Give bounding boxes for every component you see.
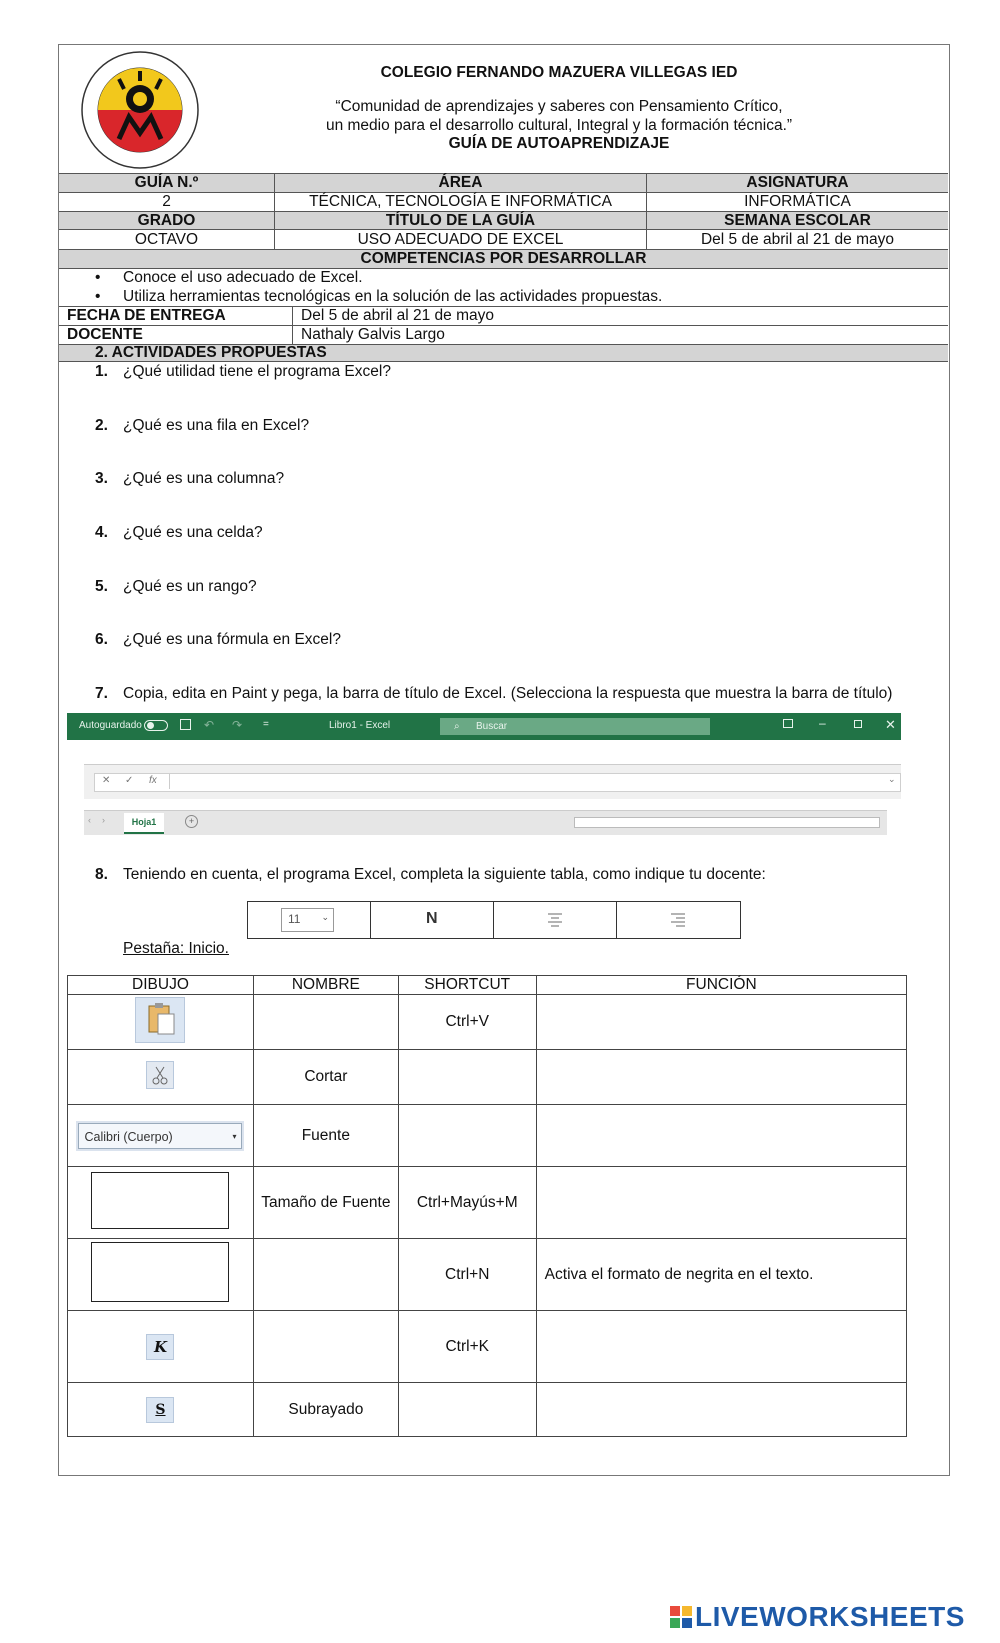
nombre-cell[interactable] <box>253 1311 398 1383</box>
dibujo-cell <box>68 995 254 1050</box>
docente-label: DOCENTE <box>59 326 293 344</box>
worksheet <box>58 44 950 1476</box>
asignatura-header: ASIGNATURA <box>746 174 849 191</box>
document-title: GUÍA DE AUTOAPRENDIZAJE <box>448 135 670 152</box>
info-value-row-1 <box>59 192 948 211</box>
autosave-label: Autoguardado <box>79 720 142 731</box>
table-row <box>68 995 907 1050</box>
guia-value: 2 <box>59 193 275 211</box>
table-header-row <box>68 976 907 995</box>
question-6: 6. ¿Qué es una fórmula en Excel? <box>95 631 341 648</box>
liveworksheets-logo-icon <box>670 1606 692 1628</box>
restore-icon[interactable] <box>854 720 862 728</box>
shortcut-cell[interactable]: Ctrl+V <box>398 995 536 1050</box>
table-row <box>68 1167 907 1239</box>
chevron-down-icon: ⌄ <box>321 912 329 922</box>
underline-icon: S <box>146 1397 174 1423</box>
customize-qat-icon[interactable]: = <box>263 719 269 730</box>
dibujo-cell <box>68 1239 254 1311</box>
header-shortcut: SHORTCUT <box>398 976 536 995</box>
window-title: Libro1 - Excel <box>329 720 391 731</box>
motto-line-1: “Comunidad de aprendizajes y saberes con Pensamiento Crítico, <box>335 98 783 115</box>
competencia-item: • Utiliza herramientas tecnológicas en la solución de las actividades propuestas. <box>95 288 663 305</box>
shortcut-cell[interactable] <box>398 1050 536 1105</box>
header-nombre: NOMBRE <box>253 976 398 995</box>
autosave-toggle[interactable] <box>144 720 168 731</box>
shortcut-table <box>67 975 907 1437</box>
asignatura-value: INFORMÁTICA <box>744 193 851 210</box>
area-header: ÁREA <box>275 174 647 192</box>
funcion-cell[interactable]: Activa el formato de negrita en el texto. <box>536 1239 906 1311</box>
question-1: 1. ¿Qué utilidad tiene el programa Excel? <box>95 363 391 380</box>
confirm-icon[interactable]: ✓ <box>125 775 134 786</box>
dibujo-cell <box>68 1105 254 1167</box>
close-icon[interactable]: ✕ <box>885 717 896 732</box>
header-funcion: FUNCIÓN <box>536 976 906 995</box>
area-value: TÉCNICA, TECNOLOGÍA E INFORMÁTICA <box>275 193 647 211</box>
funcion-cell[interactable] <box>536 1383 906 1437</box>
header-dibujo: DIBUJO <box>68 976 254 995</box>
document-header <box>59 45 948 173</box>
funcion-cell[interactable] <box>536 1167 906 1239</box>
sheet-tab-bar <box>84 810 887 835</box>
add-sheet-icon[interactable]: + <box>185 815 198 828</box>
toolbar-reference-table <box>247 901 741 939</box>
nombre-cell[interactable]: Fuente <box>253 1105 398 1167</box>
next-sheet-icon[interactable]: › <box>102 815 105 825</box>
formula-input[interactable] <box>94 773 901 792</box>
table-row <box>68 1383 907 1437</box>
question-7: 7. Copia, edita en Paint y pega, la barra de título de Excel. (Selecciona la respuesta que muestra la barra de título) <box>95 685 893 702</box>
liveworksheets-brand[interactable]: LIVEWORKSHEETS <box>695 1601 965 1632</box>
font-name-dropdown: Calibri (Cuerpo) ▾ <box>78 1123 242 1149</box>
excel-title-bar[interactable] <box>67 713 901 740</box>
font-size-cell <box>248 902 371 938</box>
docente-value: Nathaly Galvis Largo <box>301 326 445 343</box>
prev-sheet-icon[interactable]: ‹ <box>88 815 91 825</box>
dibujo-cell <box>68 1167 254 1239</box>
nombre-cell[interactable]: Cortar <box>253 1050 398 1105</box>
undo-icon[interactable]: ↶ <box>204 718 215 732</box>
table-row <box>68 1105 907 1167</box>
grado-value: OCTAVO <box>59 230 275 249</box>
funcion-cell[interactable] <box>536 1050 906 1105</box>
question-5: 5. ¿Qué es un rango? <box>95 578 257 595</box>
entrega-row <box>59 306 948 325</box>
motto-line-2: un medio para el desarrollo cultural, Integral y la formación técnica.” <box>325 117 793 134</box>
bold-cell <box>371 902 494 938</box>
semana-value: Del 5 de abril al 21 de mayo <box>700 230 894 248</box>
table-row <box>68 1239 907 1311</box>
dropdown-arrow-icon: ▾ <box>232 1131 237 1141</box>
dibujo-cell <box>68 1311 254 1383</box>
competencias-header <box>59 249 948 268</box>
question-3: 3. ¿Qué es una columna? <box>95 470 285 487</box>
funcion-cell[interactable] <box>536 1105 906 1167</box>
bold-icon[interactable]: N <box>426 910 438 927</box>
align-center-cell <box>494 902 617 938</box>
insert-function-icon[interactable]: fx <box>149 775 157 786</box>
expand-formula-icon[interactable]: ⌄ <box>888 774 896 784</box>
image-drop-box[interactable] <box>91 1172 229 1229</box>
formula-divider <box>169 774 170 789</box>
search-icon: ⌕ <box>454 721 460 732</box>
actividades-header <box>59 344 948 362</box>
table-row <box>68 1050 907 1105</box>
guia-header: GUÍA N.º <box>59 174 275 192</box>
entrega-label: FECHA DE ENTREGA <box>59 307 293 325</box>
table-row <box>68 1311 907 1383</box>
shortcut-cell[interactable] <box>398 1383 536 1437</box>
info-header-row-1 <box>59 173 948 192</box>
school-name: COLEGIO FERNANDO MAZUERA VILLEGAS IED <box>380 64 738 81</box>
pestana-label: Pestaña: Inicio. <box>123 940 229 957</box>
search-box[interactable] <box>440 718 710 735</box>
nombre-cell[interactable] <box>253 995 398 1050</box>
question-4: 4. ¿Qué es una celda? <box>95 524 263 541</box>
shortcut-cell[interactable]: Ctrl+N <box>398 1239 536 1311</box>
redo-icon[interactable]: ↷ <box>232 718 243 732</box>
shortcut-cell[interactable] <box>398 1105 536 1167</box>
search-placeholder: Buscar <box>476 721 508 732</box>
funcion-cell[interactable] <box>536 1311 906 1383</box>
scissors-icon <box>146 1061 174 1089</box>
actividades-title: 2. ACTIVIDADES PROPUESTAS <box>95 344 327 361</box>
funcion-cell[interactable] <box>536 995 906 1050</box>
formula-bar <box>84 764 901 799</box>
nombre-cell[interactable]: Subrayado <box>253 1383 398 1437</box>
italic-icon: K <box>146 1334 174 1360</box>
ribbon-display-icon[interactable] <box>783 719 793 728</box>
competencias-title: COMPETENCIAS POR DESARROLLAR <box>360 250 647 267</box>
info-value-row-2 <box>59 229 948 249</box>
sheet-tab-hoja1[interactable]: Hoja1 <box>124 813 164 834</box>
nombre-cell[interactable]: Tamaño de Fuente <box>253 1167 398 1239</box>
image-drop-box[interactable] <box>91 1242 229 1302</box>
question-2: 2. ¿Qué es una fila en Excel? <box>95 417 310 434</box>
toggle-knob-icon <box>147 722 154 729</box>
align-center-icon[interactable] <box>545 911 565 931</box>
shortcut-cell[interactable]: Ctrl+K <box>398 1311 536 1383</box>
semana-header: SEMANA ESCOLAR <box>724 211 871 229</box>
info-header-row-2 <box>59 211 948 229</box>
dibujo-cell <box>68 1383 254 1437</box>
docente-row <box>59 325 948 344</box>
entrega-value: Del 5 de abril al 21 de mayo <box>301 307 495 324</box>
school-logo-icon <box>79 49 201 171</box>
grado-header: GRADO <box>59 212 275 229</box>
nombre-cell[interactable] <box>253 1239 398 1311</box>
font-size-dropdown[interactable]: 11 ⌄ <box>281 908 334 932</box>
horizontal-scrollbar[interactable] <box>574 817 880 828</box>
minimize-icon[interactable]: – <box>819 716 826 730</box>
save-icon[interactable] <box>180 719 191 730</box>
titulo-header: TÍTULO DE LA GUÍA <box>275 212 647 229</box>
competencia-item: • Conoce el uso adecuado de Excel. <box>95 269 363 286</box>
shortcut-cell[interactable]: Ctrl+Mayús+M <box>398 1167 536 1239</box>
question-8: 8. Teniendo en cuenta, el programa Excel, completa la siguiente tabla, como indique tu docente: <box>95 866 766 883</box>
align-right-icon[interactable] <box>668 911 688 931</box>
cancel-icon[interactable]: ✕ <box>102 775 111 786</box>
align-right-cell <box>617 902 740 938</box>
paste-icon <box>135 997 185 1043</box>
titulo-value: USO ADECUADO DE EXCEL <box>275 230 647 249</box>
dibujo-cell <box>68 1050 254 1105</box>
